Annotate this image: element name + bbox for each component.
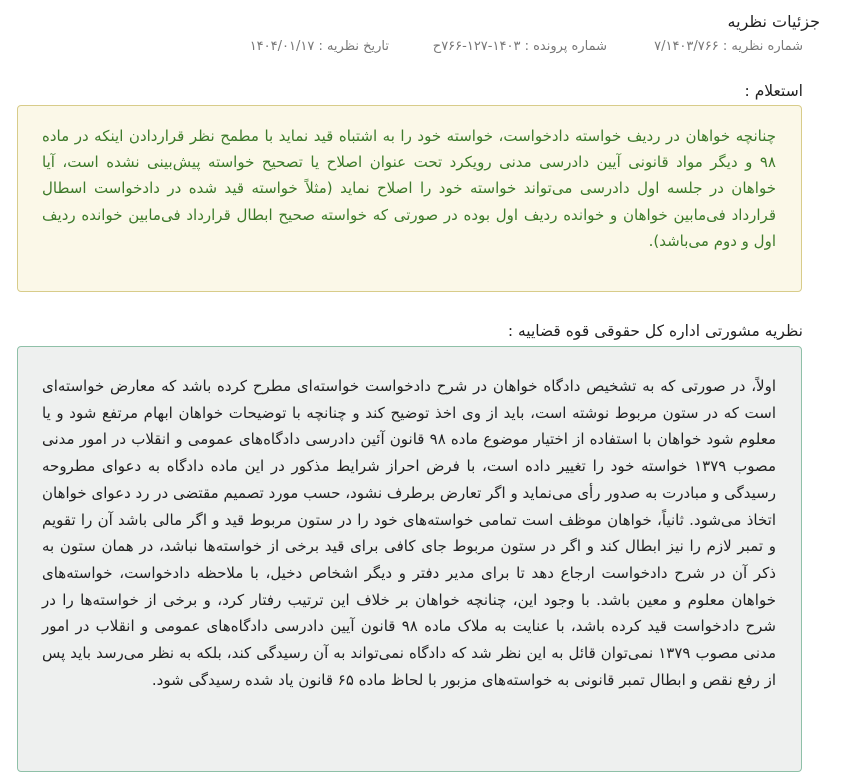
query-label: استعلام :: [744, 82, 803, 100]
query-box: [17, 105, 802, 292]
page-title: جزئیات نظریه: [727, 12, 820, 31]
opinion-box: [17, 346, 802, 772]
opinion-text: اولاً، در صورتی که به تشخیص دادگاه خواهان در شرح دادخواست خواسته‌ای مطرح کرده باشد که معارض خواسته‌ای است که در ستون مربوط نوشته است، باید از وی اخذ توضیح کند و چنانچه با توضیحات خواهان ابهام مرتفع شود و یا معلوم شود خواهان با استفاده از اختیار موضوع ماده ۹۸ قانون آئین دادرسی دادگاه‌های عمومی و انقلاب در امور مدنی مصوب ۱۳۷۹ خواسته خود را تغییر داده است، با فرض احراز شرایط مذکور در این ماده دادگاه به دعوای مطروحه رسیدگی و مبادرت به صدور رأی می‌نماید و اگر تعارض برطرف نشود، حسب مورد تصمیم مقتضی در رد دعوای خواهان اتخاذ می‌شود. ثانیاً، خواهان موظف است تمامی خواسته‌های خود را در ستون مربوط قید و اگر مالی باشد آن را تقویم و تمبر لازم را نیز ابطال کند و اگر در ستون مربوط جای کافی برای قید برخی از خواسته‌ها نباشد، در همان ستون به ذکر آن در شرح دادخواست ارجاع دهد تا برای مدیر دفتر و دیگر اشخاص دخیل، با ملاحظه دادخواست، خواسته‌های خواهان معلوم و معین باشد. با وجود این، چنانچه خواهان بر خلاف این ترتیب رفتار کرد، و برخی از خواسته‌ها را در شرح دادخواست قید کرده باشد، با عنایت به ملاک ماده ۹۸ قانون آیین دادرسی دادگاه‌های عمومی و انقلاب در امور مدنی مصوب ۱۳۷۹ نمی‌توان قائل به این نظر شد که دادگاه نمی‌تواند به آن رسیدگی کند، بلکه به نظر می‌رسد باید پس از رفع نقص و ابطال تمبر قانونی به خواسته‌های مزبور با لحاظ ماده ۶۵ قانون یاد شده رسیدگی شود.: [42, 377, 777, 689]
opinion-label: نظریه مشورتی اداره کل حقوقی قوه قضاییه :: [507, 322, 803, 340]
query-text: چنانچه خواهان در ردیف خواسته دادخواست، خواسته خود را به اشتباه قید نماید با مطمح نظر قراردادن اینکه در ماده ۹۸ و دیگر مواد قانونی آیین دادرسی مدنی رویکرد تحت عنوان اصلاح یا تصحیح خواسته پیش‌بینی نشده است، آیا خواهان در جلسه اول دادرسی می‌تواند خواسته خود را اصلاح نماید (مثلاً خواسته قید شده در دادخواست اسطال قرارداد فی‌مابین خواهان و خوانده ردیف اول بوده در صورتی که خواسته صحیح ابطال قرارداد فی‌مابین خوانده ردیف اول و دوم می‌باشد).: [42, 127, 776, 250]
opinion-number: شماره نظریه : ۷/۱۴۰۳/۷۶۶: [654, 39, 803, 54]
opinion-date: تاریخ نظریه : ۱۴۰۴/۰۱/۱۷: [249, 39, 389, 54]
file-number: شماره پرونده : ۱۴۰۳-۱۲۷-۷۶۶ح: [432, 39, 607, 54]
